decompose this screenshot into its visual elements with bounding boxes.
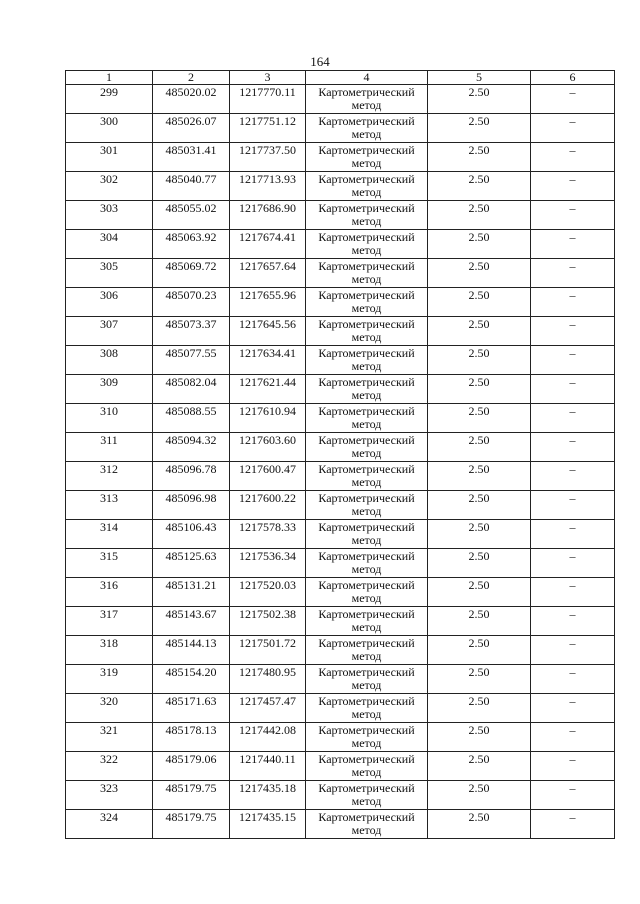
y-coordinate-cell: 1217657.64	[230, 259, 306, 288]
accuracy-cell: 2.50	[428, 781, 531, 810]
method-text: Картометрический метод	[318, 433, 415, 460]
method-text: Картометрический метод	[318, 578, 415, 605]
note-cell: –	[531, 375, 615, 404]
method-cell	[306, 317, 428, 346]
y-coordinate-cell: 1217600.22	[230, 491, 306, 520]
table-row	[66, 404, 615, 433]
accuracy-cell: 2.50	[428, 172, 531, 201]
y-coordinate-cell: 1217578.33	[230, 520, 306, 549]
method-text: Картометрический метод	[318, 636, 415, 663]
point-number-cell: 318	[66, 636, 153, 665]
point-number-cell: 314	[66, 520, 153, 549]
accuracy-cell: 2.50	[428, 230, 531, 259]
accuracy-cell: 2.50	[428, 491, 531, 520]
table-row	[66, 288, 615, 317]
x-coordinate-cell: 485094.32	[153, 433, 230, 462]
method-cell	[306, 578, 428, 607]
method-cell	[306, 85, 428, 114]
table-row	[66, 201, 615, 230]
table-row	[66, 810, 615, 839]
method-text: Картометрический метод	[318, 201, 415, 228]
method-cell	[306, 114, 428, 143]
x-coordinate-cell: 485179.75	[153, 810, 230, 839]
table-row	[66, 433, 615, 462]
table-row	[66, 665, 615, 694]
y-coordinate-cell: 1217737.50	[230, 143, 306, 172]
table-row	[66, 781, 615, 810]
method-cell	[306, 810, 428, 839]
y-coordinate-cell: 1217457.47	[230, 694, 306, 723]
note-cell: –	[531, 549, 615, 578]
accuracy-cell: 2.50	[428, 346, 531, 375]
method-text: Картометрический метод	[318, 143, 415, 170]
y-coordinate-cell: 1217634.41	[230, 346, 306, 375]
note-cell: –	[531, 694, 615, 723]
method-text: Картометрический метод	[318, 549, 415, 576]
point-number-cell: 310	[66, 404, 153, 433]
x-coordinate-cell: 485088.55	[153, 404, 230, 433]
note-cell: –	[531, 288, 615, 317]
accuracy-cell: 2.50	[428, 201, 531, 230]
note-cell: –	[531, 607, 615, 636]
accuracy-cell: 2.50	[428, 752, 531, 781]
note-cell: –	[531, 346, 615, 375]
accuracy-cell: 2.50	[428, 259, 531, 288]
method-cell	[306, 636, 428, 665]
point-number-cell: 319	[66, 665, 153, 694]
table-row	[66, 462, 615, 491]
table-row	[66, 143, 615, 172]
column-header: 5	[428, 71, 531, 85]
y-coordinate-cell: 1217751.12	[230, 114, 306, 143]
column-header: 3	[230, 71, 306, 85]
point-number-cell: 308	[66, 346, 153, 375]
point-number-cell: 324	[66, 810, 153, 839]
note-cell: –	[531, 578, 615, 607]
point-number-cell: 323	[66, 781, 153, 810]
method-cell	[306, 404, 428, 433]
y-coordinate-cell: 1217610.94	[230, 404, 306, 433]
point-number-cell: 299	[66, 85, 153, 114]
accuracy-cell: 2.50	[428, 520, 531, 549]
x-coordinate-cell: 485077.55	[153, 346, 230, 375]
table-row	[66, 85, 615, 114]
method-cell	[306, 607, 428, 636]
table-row	[66, 317, 615, 346]
y-coordinate-cell: 1217713.93	[230, 172, 306, 201]
accuracy-cell: 2.50	[428, 578, 531, 607]
y-coordinate-cell: 1217520.03	[230, 578, 306, 607]
method-text: Картометрический метод	[318, 230, 415, 257]
point-number-cell: 315	[66, 549, 153, 578]
table-header-row	[66, 71, 615, 85]
y-coordinate-cell: 1217686.90	[230, 201, 306, 230]
accuracy-cell: 2.50	[428, 665, 531, 694]
coordinates-table	[65, 70, 615, 839]
note-cell: –	[531, 259, 615, 288]
x-coordinate-cell: 485171.63	[153, 694, 230, 723]
method-text: Картометрический метод	[318, 317, 415, 344]
y-coordinate-cell: 1217442.08	[230, 723, 306, 752]
accuracy-cell: 2.50	[428, 694, 531, 723]
x-coordinate-cell: 485069.72	[153, 259, 230, 288]
point-number-cell: 320	[66, 694, 153, 723]
point-number-cell: 309	[66, 375, 153, 404]
method-text: Картометрический метод	[318, 781, 415, 808]
method-cell	[306, 781, 428, 810]
point-number-cell: 303	[66, 201, 153, 230]
table-row	[66, 346, 615, 375]
method-cell	[306, 172, 428, 201]
method-text: Картометрический метод	[318, 404, 415, 431]
table-row	[66, 259, 615, 288]
point-number-cell: 300	[66, 114, 153, 143]
method-text: Картометрический метод	[318, 375, 415, 402]
x-coordinate-cell: 485179.75	[153, 781, 230, 810]
method-cell	[306, 520, 428, 549]
accuracy-cell: 2.50	[428, 317, 531, 346]
method-text: Картометрический метод	[318, 85, 415, 112]
column-header: 6	[531, 71, 615, 85]
point-number-cell: 316	[66, 578, 153, 607]
note-cell: –	[531, 85, 615, 114]
method-text: Картометрический метод	[318, 694, 415, 721]
method-cell	[306, 694, 428, 723]
table-row	[66, 723, 615, 752]
x-coordinate-cell: 485082.04	[153, 375, 230, 404]
x-coordinate-cell: 485131.21	[153, 578, 230, 607]
y-coordinate-cell: 1217480.95	[230, 665, 306, 694]
x-coordinate-cell: 485026.07	[153, 114, 230, 143]
note-cell: –	[531, 665, 615, 694]
method-cell	[306, 230, 428, 259]
accuracy-cell: 2.50	[428, 607, 531, 636]
accuracy-cell: 2.50	[428, 85, 531, 114]
column-header: 2	[153, 71, 230, 85]
y-coordinate-cell: 1217600.47	[230, 462, 306, 491]
page-number: 164	[310, 54, 330, 69]
method-text: Картометрический метод	[318, 607, 415, 634]
point-number-cell: 321	[66, 723, 153, 752]
method-text: Картометрический метод	[318, 723, 415, 750]
method-text: Картометрический метод	[318, 752, 415, 779]
accuracy-cell: 2.50	[428, 549, 531, 578]
y-coordinate-cell: 1217440.11	[230, 752, 306, 781]
accuracy-cell: 2.50	[428, 636, 531, 665]
x-coordinate-cell: 485179.06	[153, 752, 230, 781]
method-text: Картометрический метод	[318, 288, 415, 315]
y-coordinate-cell: 1217435.18	[230, 781, 306, 810]
x-coordinate-cell: 485144.13	[153, 636, 230, 665]
note-cell: –	[531, 172, 615, 201]
note-cell: –	[531, 230, 615, 259]
x-coordinate-cell: 485096.98	[153, 491, 230, 520]
method-cell	[306, 143, 428, 172]
x-coordinate-cell: 485178.13	[153, 723, 230, 752]
point-number-cell: 312	[66, 462, 153, 491]
table-row	[66, 114, 615, 143]
accuracy-cell: 2.50	[428, 114, 531, 143]
method-cell	[306, 491, 428, 520]
note-cell: –	[531, 201, 615, 230]
x-coordinate-cell: 485073.37	[153, 317, 230, 346]
y-coordinate-cell: 1217435.15	[230, 810, 306, 839]
method-cell	[306, 549, 428, 578]
note-cell: –	[531, 752, 615, 781]
method-text: Картометрический метод	[318, 259, 415, 286]
method-text: Картометрический метод	[318, 491, 415, 518]
method-text: Картометрический метод	[318, 114, 415, 141]
method-cell	[306, 665, 428, 694]
x-coordinate-cell: 485031.41	[153, 143, 230, 172]
table-row	[66, 578, 615, 607]
note-cell: –	[531, 143, 615, 172]
method-text: Картометрический метод	[318, 346, 415, 373]
x-coordinate-cell: 485063.92	[153, 230, 230, 259]
table-row	[66, 752, 615, 781]
method-cell	[306, 375, 428, 404]
note-cell: –	[531, 781, 615, 810]
method-cell	[306, 723, 428, 752]
table-row	[66, 491, 615, 520]
method-text: Картометрический метод	[318, 810, 415, 837]
accuracy-cell: 2.50	[428, 810, 531, 839]
point-number-cell: 307	[66, 317, 153, 346]
note-cell: –	[531, 462, 615, 491]
x-coordinate-cell: 485106.43	[153, 520, 230, 549]
point-number-cell: 313	[66, 491, 153, 520]
method-text: Картометрический метод	[318, 665, 415, 692]
x-coordinate-cell: 485154.20	[153, 665, 230, 694]
note-cell: –	[531, 433, 615, 462]
method-text: Картометрический метод	[318, 520, 415, 547]
accuracy-cell: 2.50	[428, 462, 531, 491]
method-cell	[306, 346, 428, 375]
table-row	[66, 607, 615, 636]
y-coordinate-cell: 1217655.96	[230, 288, 306, 317]
method-cell	[306, 259, 428, 288]
point-number-cell: 306	[66, 288, 153, 317]
y-coordinate-cell: 1217645.56	[230, 317, 306, 346]
x-coordinate-cell: 485143.67	[153, 607, 230, 636]
column-header: 4	[306, 71, 428, 85]
table-row	[66, 636, 615, 665]
table-row	[66, 172, 615, 201]
point-number-cell: 322	[66, 752, 153, 781]
method-cell	[306, 201, 428, 230]
x-coordinate-cell: 485070.23	[153, 288, 230, 317]
point-number-cell: 301	[66, 143, 153, 172]
note-cell: –	[531, 810, 615, 839]
note-cell: –	[531, 114, 615, 143]
method-cell	[306, 433, 428, 462]
x-coordinate-cell: 485096.78	[153, 462, 230, 491]
accuracy-cell: 2.50	[428, 375, 531, 404]
accuracy-cell: 2.50	[428, 404, 531, 433]
table-row	[66, 520, 615, 549]
x-coordinate-cell: 485125.63	[153, 549, 230, 578]
accuracy-cell: 2.50	[428, 288, 531, 317]
method-text: Картометрический метод	[318, 462, 415, 489]
y-coordinate-cell: 1217501.72	[230, 636, 306, 665]
accuracy-cell: 2.50	[428, 143, 531, 172]
x-coordinate-cell: 485020.02	[153, 85, 230, 114]
y-coordinate-cell: 1217603.60	[230, 433, 306, 462]
method-text: Картометрический метод	[318, 172, 415, 199]
note-cell: –	[531, 491, 615, 520]
note-cell: –	[531, 404, 615, 433]
table-row	[66, 230, 615, 259]
y-coordinate-cell: 1217770.11	[230, 85, 306, 114]
point-number-cell: 311	[66, 433, 153, 462]
table-row	[66, 694, 615, 723]
x-coordinate-cell: 485040.77	[153, 172, 230, 201]
note-cell: –	[531, 317, 615, 346]
table-row	[66, 375, 615, 404]
y-coordinate-cell: 1217674.41	[230, 230, 306, 259]
method-cell	[306, 462, 428, 491]
note-cell: –	[531, 636, 615, 665]
point-number-cell: 302	[66, 172, 153, 201]
note-cell: –	[531, 520, 615, 549]
y-coordinate-cell: 1217502.38	[230, 607, 306, 636]
point-number-cell: 317	[66, 607, 153, 636]
column-header: 1	[66, 71, 153, 85]
accuracy-cell: 2.50	[428, 723, 531, 752]
x-coordinate-cell: 485055.02	[153, 201, 230, 230]
accuracy-cell: 2.50	[428, 433, 531, 462]
method-cell	[306, 288, 428, 317]
point-number-cell: 304	[66, 230, 153, 259]
y-coordinate-cell: 1217621.44	[230, 375, 306, 404]
method-cell	[306, 752, 428, 781]
table-body	[66, 85, 615, 839]
table-row	[66, 549, 615, 578]
y-coordinate-cell: 1217536.34	[230, 549, 306, 578]
note-cell: –	[531, 723, 615, 752]
point-number-cell: 305	[66, 259, 153, 288]
